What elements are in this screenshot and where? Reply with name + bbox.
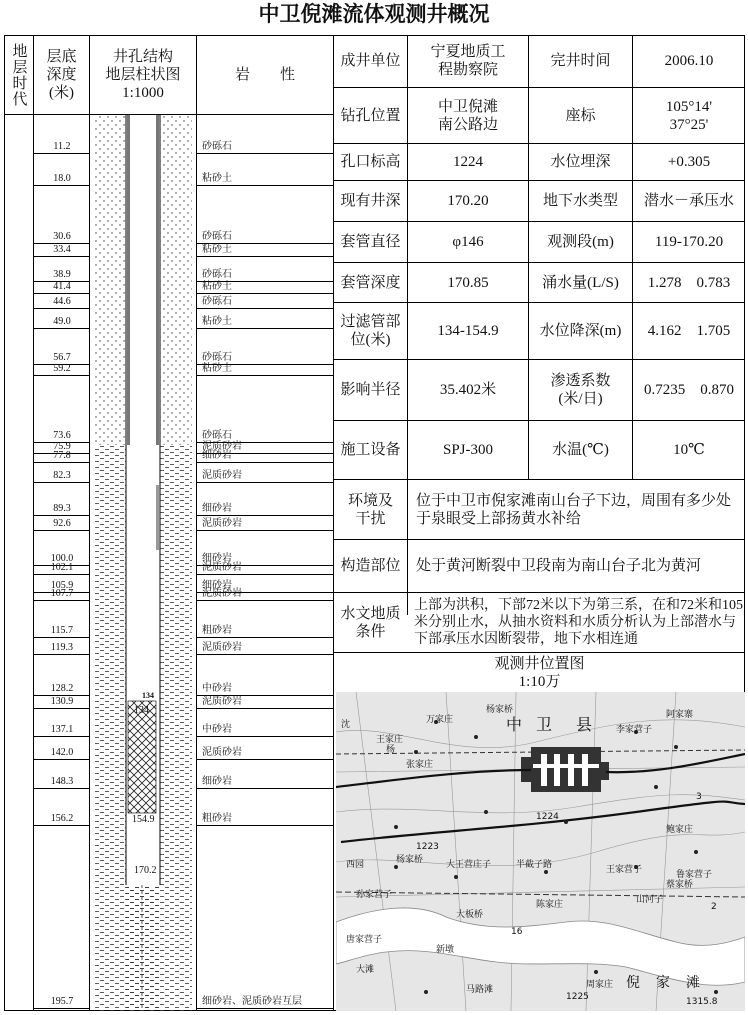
layer-lithology: 细砂岩 <box>202 553 232 564</box>
perm-value: 0.7235 0.870 <box>643 382 734 398</box>
map-place-label: 卫 <box>536 715 553 734</box>
layer-boundary <box>34 708 90 709</box>
layer-lithology: 泥质砂岩 <box>202 518 242 529</box>
map-place-label: 大板桥 <box>456 910 484 920</box>
layer-boundary <box>34 530 90 531</box>
map-place-label: 张家庄 <box>406 760 434 770</box>
layer-boundary <box>34 482 90 483</box>
map-place-label: 16 <box>511 927 523 937</box>
layer-depth: 102.1 <box>50 562 74 573</box>
map-place-label: 蔡家桥 <box>666 880 694 890</box>
radius-label: 影响半径 <box>340 382 401 398</box>
filter-label: 过滤管部位(米) <box>340 314 401 348</box>
map-place-label: 新墩 <box>436 945 455 955</box>
layer-depth: 115.7 <box>50 625 74 636</box>
layer-lithology: 砂砾石 <box>202 352 232 363</box>
map-place-label: 1224 <box>536 812 559 822</box>
layer-depth: 75.9 <box>53 441 71 452</box>
structure-header-line3: 1:1000 <box>122 84 164 101</box>
map-place-label: 滩 <box>686 975 700 991</box>
map-place-label: 王家营子 <box>606 865 643 875</box>
layer-lithology: 泥质砂岩 <box>202 696 242 707</box>
page-title: 中卫倪滩流体观测井概况 <box>258 2 490 26</box>
layer-lithology: 泥质砂岩 <box>202 747 242 758</box>
hydro-value: 上部为洪积，下部72米以下为第三系，在和72米和105米分别止水，从抽水资料和水质分析认为上部潜水与下部承压水因断裂带，地下水相连通 <box>414 598 743 647</box>
map-place-label: 杨 <box>386 745 396 755</box>
layer-depth: 142.0 <box>50 747 74 758</box>
wl-value: +0.305 <box>667 154 711 170</box>
layer-depth: 73.6 <box>53 430 71 441</box>
layer-depth: 82.3 <box>53 470 71 481</box>
strata-column <box>90 115 196 1011</box>
structure-header-line1: 井孔结构 <box>112 48 173 65</box>
unit-value: 宁夏地质工程勘察院 <box>430 44 506 78</box>
gwtype-value: 潜水－承压水 <box>643 193 734 209</box>
temp-value: 10℃ <box>673 442 705 458</box>
layer-depth: 56.7 <box>53 352 71 363</box>
layer-boundary <box>197 788 334 789</box>
layer-depth: 195.7 <box>50 996 74 1007</box>
layer-lithology: 粘砂土 <box>202 316 232 327</box>
layer-boundary <box>197 375 334 376</box>
map-place-label: 孙家营子 <box>356 890 393 900</box>
layer-lithology: 细砂岩 <box>202 450 232 461</box>
map-place-label: 倪 <box>626 975 640 991</box>
layer-lithology: 粗砂岩 <box>202 625 232 636</box>
layer-depth: 18.0 <box>53 173 71 184</box>
map-place-label: 2 <box>711 902 717 912</box>
casing-d-value: φ146 <box>452 234 484 250</box>
layer-depth: 44.6 <box>53 296 71 307</box>
era-header <box>4 35 34 115</box>
layer-boundary <box>34 256 90 257</box>
layer-depth: 59.2 <box>53 363 71 374</box>
depth-header-text: 层底深度(米) <box>46 48 77 101</box>
layer-depth: 148.3 <box>50 776 74 787</box>
map-place-label: 鲍家庄 <box>666 825 694 835</box>
perm-label: 渗透系数(米/日) <box>550 373 611 407</box>
coord-value <box>633 88 745 143</box>
layer-lithology: 粗砂岩 <box>202 813 232 824</box>
elev-label: 孔口标高 <box>340 154 401 170</box>
casing-depth-label: 套管深度 <box>340 274 401 291</box>
map-place-label: 杨家桥 <box>486 705 514 715</box>
casing-d-label: 套管直径 <box>340 234 401 250</box>
map-place-label: 阿家寨 <box>666 710 694 720</box>
layer-lithology: 粘砂土 <box>202 244 232 255</box>
map-place-label: 杨家桥 <box>396 855 424 865</box>
layer-boundary <box>197 256 334 257</box>
elev-value: 1224 <box>453 154 483 170</box>
layer-boundary <box>34 515 90 516</box>
radius-value: 35.402米 <box>439 382 497 398</box>
layer-depth: 100.0 <box>50 553 74 564</box>
coord-lon: 105°14' <box>665 98 713 115</box>
layer-depth: 33.4 <box>53 244 71 255</box>
layer-boundary <box>197 185 334 186</box>
layer-boundary <box>34 654 90 655</box>
layer-boundary <box>34 759 90 760</box>
map-place-label: 西园 <box>346 860 365 870</box>
era-header-text: 地层时代 <box>10 42 27 107</box>
layer-boundary <box>34 788 90 789</box>
env-label: 环境及干扰 <box>348 492 394 527</box>
layer-depth: 92.6 <box>53 518 71 529</box>
layer-boundary <box>197 530 334 531</box>
layer-boundary <box>34 1008 90 1009</box>
flow-label: 涌水量(L/S) <box>542 274 619 291</box>
layer-boundary <box>34 153 90 154</box>
map-place-label: 县 <box>576 715 593 734</box>
layer-lithology: 中砂岩 <box>202 724 232 735</box>
hydro-label: 水文地质条件 <box>340 605 401 640</box>
layer-depth: 137.1 <box>50 724 74 735</box>
struct-label: 构造部位 <box>340 558 401 574</box>
layer-lithology: 细砂岩 <box>202 580 232 591</box>
gwtype-label: 地下水类型 <box>542 193 618 209</box>
drawdown-value: 4.162 1.705 <box>647 323 731 339</box>
finish-value: 2006.10 <box>664 53 714 69</box>
layer-boundary <box>197 574 334 575</box>
layer-depth: 156.2 <box>50 813 74 824</box>
layer-boundary <box>34 825 90 826</box>
map-place-label: 1223 <box>416 842 439 852</box>
map-caption <box>334 653 745 692</box>
layer-boundary <box>34 328 90 329</box>
location-label: 钻孔位置 <box>340 107 401 124</box>
map-place-label: 山河子 <box>636 895 664 905</box>
obs-value: 119-170.20 <box>654 234 724 250</box>
casing-depth-value: 170.85 <box>447 274 489 291</box>
layer-depth: 105.9 <box>50 580 74 591</box>
layer-lithology: 砂砾石 <box>202 231 232 242</box>
finish-label: 完井时间 <box>550 53 611 69</box>
layer-depth: 119.3 <box>50 642 74 653</box>
coord-lat: 37°25' <box>669 116 709 133</box>
layer-boundary <box>197 600 334 601</box>
map-place-label: 3 <box>696 792 702 802</box>
map-place-label: 家 <box>656 975 670 991</box>
lithology-header-text: 岩 性 <box>234 66 295 83</box>
layer-boundary <box>197 736 334 737</box>
map-place-label: 马路滩 <box>466 985 494 995</box>
layer-depth: 130.9 <box>50 696 74 707</box>
layer-lithology: 砂砾石 <box>202 269 232 280</box>
layer-boundary <box>197 515 334 516</box>
coord-label: 座标 <box>565 107 596 124</box>
layer-lithology: 粘砂土 <box>202 363 232 374</box>
equip-label: 施工设备 <box>340 442 401 458</box>
map-place-label: 中 <box>506 715 523 734</box>
map-place-label: 沈 <box>341 720 351 730</box>
layer-boundary <box>197 328 334 329</box>
map-place-label: 鲁家营子 <box>676 870 713 880</box>
map-place-label: 1315.8 <box>686 997 718 1007</box>
layer-lithology: 细砂岩、泥质砂岩互层 <box>202 996 302 1007</box>
layer-lithology: 泥质砂岩 <box>202 470 242 481</box>
layer-boundary <box>197 462 334 463</box>
map-place-label: 万家庄 <box>426 715 454 725</box>
layer-depth: 128.2 <box>50 683 74 694</box>
location-map <box>336 692 745 1011</box>
layer-boundary <box>34 308 90 309</box>
location-value: 中卫倪滩南公路边 <box>437 98 498 133</box>
layer-lithology: 砂砾石 <box>202 141 232 152</box>
layer-boundary <box>197 482 334 483</box>
layer-lithology: 粘砂土 <box>202 173 232 184</box>
env-value: 位于中卫市倪家滩南山台子下边，周围有多少处于泉眼受上部扬黄水补给 <box>416 492 732 527</box>
layer-boundary <box>197 654 334 655</box>
layer-lithology: 粘砂土 <box>202 281 232 292</box>
map-place-label: 王家庄 <box>376 735 404 745</box>
layer-depth: 77.8 <box>53 450 71 461</box>
layer-depth: 11.2 <box>53 141 71 152</box>
divider <box>196 115 197 1011</box>
flow-value: 1.278 0.783 <box>647 274 731 291</box>
filter-top-small-label: 134 <box>142 691 154 700</box>
filter-value: 134-154.9 <box>437 323 499 339</box>
layer-lithology: 细砂岩 <box>202 776 232 787</box>
well-bottom-label: 170.2 <box>134 865 157 876</box>
structure-header <box>90 35 197 115</box>
layer-lithology: 泥质砂岩 <box>202 562 242 573</box>
map-place-label: 半截子路 <box>516 860 553 870</box>
layer-boundary <box>197 308 334 309</box>
map-scale: 1:10万 <box>518 673 561 690</box>
depth-header <box>34 35 90 115</box>
layer-boundary <box>197 637 334 638</box>
layer-boundary <box>197 153 334 154</box>
layer-depth: 49.0 <box>53 316 71 327</box>
equip-value: SPJ-300 <box>442 442 494 458</box>
layer-boundary <box>34 462 90 463</box>
layer-depth: 38.9 <box>53 269 71 280</box>
structure-header-line2: 地层柱状图 <box>105 66 181 83</box>
layer-depth: 41.4 <box>53 281 71 292</box>
layer-boundary <box>197 1008 334 1009</box>
layer-boundary <box>34 637 90 638</box>
map-place-label: 大王营庄子 <box>446 860 492 870</box>
lithology-header <box>197 35 334 115</box>
map-place-label: 李家营子 <box>616 725 653 735</box>
layer-boundary <box>34 185 90 186</box>
layer-lithology: 泥质砂岩 <box>202 441 242 452</box>
filter-bottom-label: 154.9 <box>132 814 155 825</box>
map-place-label: 大滩 <box>356 965 375 975</box>
layer-lithology: 砂砾石 <box>202 430 232 441</box>
layer-lithology: 细砂岩 <box>202 503 232 514</box>
layer-depth: 89.3 <box>53 503 71 514</box>
map-place-label: 周家庄 <box>586 980 614 990</box>
drawdown-label: 水位降深(m) <box>539 323 622 339</box>
depth-value: 170.20 <box>447 193 489 209</box>
layer-lithology: 中砂岩 <box>202 683 232 694</box>
map-title: 观测井位置图 <box>494 655 585 672</box>
layer-boundary <box>34 736 90 737</box>
layer-boundary <box>34 293 90 294</box>
struct-value: 处于黄河断裂中卫段南为南山台子北为黄河 <box>416 558 702 574</box>
layer-lithology: 泥质砂岩 <box>202 588 242 599</box>
layer-lithology: 砂砾石 <box>202 296 232 307</box>
map-place-label: 陈家庄 <box>536 900 564 910</box>
temp-label: 水温(℃) <box>552 442 609 458</box>
obs-label: 观测段(m) <box>547 234 614 250</box>
layer-boundary <box>34 574 90 575</box>
layer-boundary <box>197 708 334 709</box>
layer-boundary <box>34 375 90 376</box>
wl-label: 水位埋深 <box>550 154 611 170</box>
layer-depth: 107.7 <box>50 588 74 599</box>
layer-boundary <box>197 825 334 826</box>
layer-boundary <box>34 600 90 601</box>
map-place-label: 1225 <box>566 992 589 1002</box>
layer-lithology: 泥质砂岩 <box>202 642 242 653</box>
layer-depth: 30.6 <box>53 231 71 242</box>
layer-boundary <box>197 759 334 760</box>
map-place-label: 唐家营子 <box>346 935 383 945</box>
filter-top-label: 134 <box>134 705 149 716</box>
unit-label: 成井单位 <box>340 53 401 69</box>
layer-boundary <box>197 293 334 294</box>
depth-label: 现有井深 <box>340 193 401 209</box>
